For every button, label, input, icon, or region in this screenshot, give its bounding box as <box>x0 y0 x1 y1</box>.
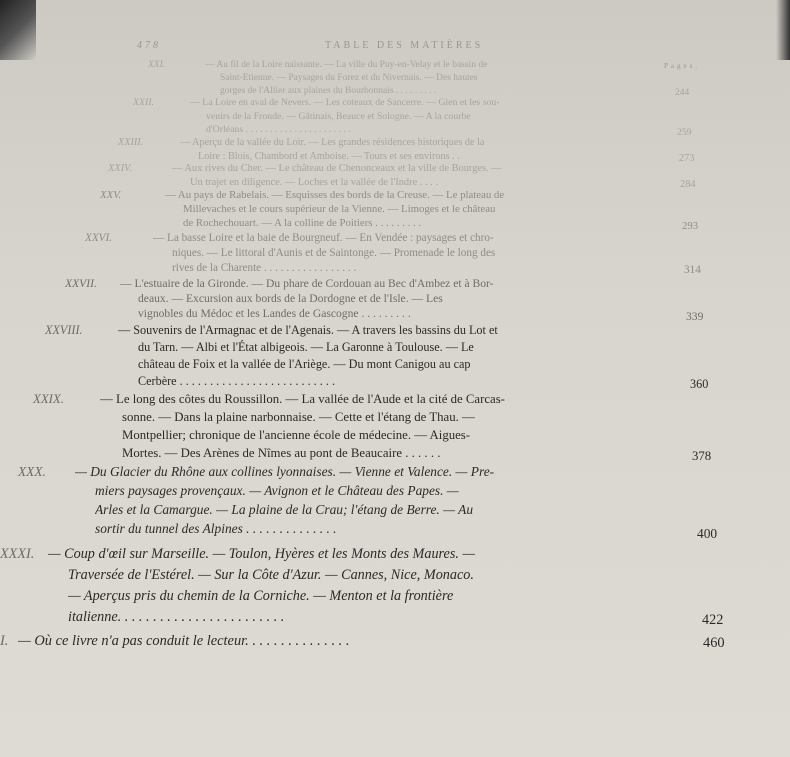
chapter-number: XXXI. <box>0 546 35 562</box>
chapter-number: I. <box>0 633 9 649</box>
chapter-summary-line: — Le long des côtes du Roussillon. — La vallée de l'Aude et la cité de Carcas- <box>100 392 505 406</box>
chapter-summary-line: gorges de l'Allier aux plaines du Bourbonnais . . . . . . . . . <box>220 86 437 96</box>
chapter-summary-line: venirs de la Fronde. — Gâtinais, Beauce et Sologne. — A la courbe <box>206 111 471 122</box>
chapter-summary-line: — Au fil de la Loire naissante. — La ville du Puy-en-Velay et le bassin de <box>205 60 488 70</box>
chapter-number: XXIX. <box>33 392 64 406</box>
page-reference: 400 <box>697 526 718 541</box>
chapter-summary-line: — Au pays de Rabelais. — Esquisses des bords de la Creuse. — Le plateau de <box>165 189 505 201</box>
chapter-summary-line: niques. — Le littoral d'Aunis et de Saintonge. — Promenade le long des <box>172 247 496 259</box>
chapter-summary-line: — Coup d'œil sur Marseille. — Toulon, Hyères et les Monts des Maures. — <box>48 546 476 562</box>
pages-column-label: Pages. <box>664 62 701 70</box>
chapter-number: XXX. <box>18 464 46 479</box>
chapter-summary-line: — Souvenirs de l'Armagnac et de l'Agenais. — A travers les bassins du Lot et <box>118 323 498 337</box>
chapter-number: XXI. <box>148 60 166 70</box>
chapter-summary-line: château de Foix et la vallée de l'Ariège. — Du mont Canigou au cap <box>138 357 471 371</box>
chapter-summary-line: sortir du tunnel des Alpines . . . . . . . . . . . . . . <box>95 521 337 536</box>
chapter-number: XXVIII. <box>45 323 83 337</box>
chapter-summary-line: Millevaches et le cours supérieur de la Vienne. — Limoges et le château <box>183 203 496 215</box>
page-reference: 284 <box>680 179 696 190</box>
chapter-summary-line: — Aperçus pris du chemin de la Corniche. — Menton et la frontière <box>68 588 454 604</box>
page-reference: 460 <box>703 635 725 651</box>
chapter-summary-line: Saint-Étienne. — Paysages du Forez et du Nivernais. — Des hautes <box>220 73 478 83</box>
chapter-number: XXIII. <box>118 137 144 148</box>
chapter-number: XXIV. <box>108 163 132 174</box>
page-reference: 259 <box>677 127 692 138</box>
page-reference: 339 <box>686 310 704 323</box>
chapter-summary-line: — La Loire en aval de Nevers. — Les coteaux de Sancerre. — Gien et les sou- <box>190 97 500 108</box>
chapter-summary-line: — Aux rives du Cher. — Le château de Chenonceaux et la ville de Bourges. — <box>172 163 502 174</box>
page-number: 478 <box>137 40 161 51</box>
page-reference: 314 <box>684 264 701 276</box>
chapter-summary-line: Montpellier; chronique de l'ancienne école de médecine. — Aigues- <box>122 428 471 442</box>
page-reference: 360 <box>690 377 709 391</box>
chapter-summary-line: vignobles du Médoc et les Landes de Gascogne . . . . . . . . . <box>138 307 411 320</box>
page-title: TABLE DES MATIÈRES <box>325 40 484 51</box>
chapter-summary-line: Mortes. — Des Arènes de Nîmes au pont de Beaucaire . . . . . . <box>122 446 441 460</box>
chapter-number: XXV. <box>100 189 122 201</box>
chapter-summary-line: d'Orléans . . . . . . . . . . . . . . . . . . . . . . <box>206 124 351 135</box>
page-reference: 244 <box>675 88 690 98</box>
chapter-number: XXVII. <box>65 277 97 290</box>
chapter-number: XXVI. <box>85 232 113 244</box>
chapter-summary-line: Cerbère . . . . . . . . . . . . . . . . . . . . . . . . . . <box>138 374 336 388</box>
chapter-summary-line: — Où ce livre n'a pas conduit le lecteur. . . . . . . . . . . . . . . <box>18 633 350 649</box>
chapter-summary-line: — L'estuaire de la Gironde. — Du phare de Cordouan au Bec d'Ambez et à Bor- <box>120 277 494 290</box>
chapter-summary-line: — Du Glacier du Rhône aux collines lyonnaises. — Vienne et Valence. — Pre- <box>75 464 495 479</box>
chapter-summary-line: italienne. . . . . . . . . . . . . . . . . . . . . . . . <box>68 609 285 625</box>
chapter-number: XXII. <box>133 97 154 108</box>
chapter-summary-line: deaux. — Excursion aux bords de la Dordogne et de l'Isle. — Les <box>138 292 443 305</box>
chapter-summary-line: Loire : Blois, Chambord et Amboise. — Tours et ses environs . . <box>198 151 460 162</box>
page-reference: 422 <box>702 612 724 628</box>
page-reference: 293 <box>682 220 699 232</box>
chapter-summary-line: Traversée de l'Estérel. — Sur la Côte d'Azur. — Cannes, Nice, Monaco. <box>68 567 474 583</box>
chapter-summary-line: Arles et la Camargue. — La plaine de la Crau; l'étang de Berre. — Au <box>95 502 474 517</box>
chapter-summary-line: rives de la Charente . . . . . . . . . . . . . . . . . <box>172 262 357 274</box>
chapter-summary-line: miers paysages provençaux. — Avignon et le Château des Papes. — <box>95 483 459 498</box>
chapter-summary-line: de Rochechouart. — A la colline de Poitiers . . . . . . . . . <box>183 217 422 229</box>
chapter-summary-line: Un trajet en diligence. — Loches et la vallée de l'Indre . . . . <box>190 177 438 188</box>
page-reference: 273 <box>679 153 695 164</box>
chapter-summary-line: du Tarn. — Albi et l'État albigeois. — La Garonne à Toulouse. — Le <box>138 340 474 354</box>
chapter-summary-line: — Aperçu de la vallée du Loir. — Les grandes résidences historiques de la <box>180 137 485 148</box>
chapter-summary-line: sonne. — Dans la plaine narbonnaise. — Cette et l'étang de Thau. — <box>122 410 475 424</box>
page-reference: 378 <box>692 449 712 463</box>
chapter-summary-line: — La basse Loire et la baie de Bourgneuf. — En Vendée : paysages et chro- <box>153 232 494 244</box>
